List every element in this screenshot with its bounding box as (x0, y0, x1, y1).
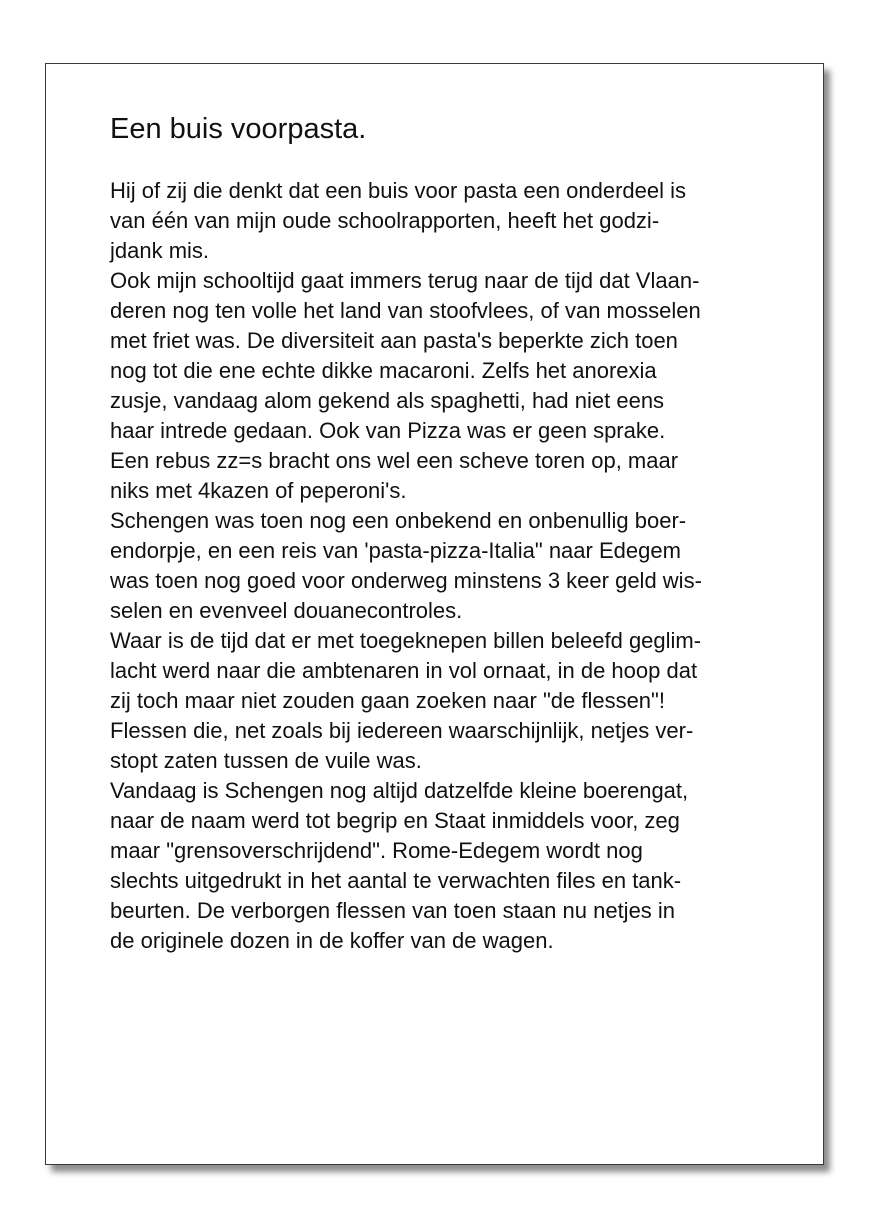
body-line: stopt zaten tussen de vuile was. (110, 748, 422, 773)
body-line: deren nog ten volle het land van stoofvlees, of van mosselen (110, 298, 701, 323)
body-line: slechts uitgedrukt in het aantal te verwachten files en tank- (110, 868, 682, 893)
body-line: de originele dozen in de koffer van de wagen. (110, 928, 554, 953)
document-page (45, 63, 824, 1165)
document-title: Een buis voorpasta. (110, 113, 367, 145)
body-line: selen en evenveel douanecontroles. (110, 598, 463, 623)
body-line: beurten. De verborgen flessen van toen staan nu netjes in (110, 898, 676, 923)
body-line: maar "grensoverschrijdend". Rome-Edegem wordt nog (110, 838, 643, 863)
body-line: endorpje, en een reis van 'pasta-pizza-Italia" naar Edegem (110, 538, 681, 563)
body-line: Flessen die, net zoals bij iedereen waarschijnlijk, netjes ver- (110, 718, 694, 743)
body-line: zij toch maar niet zouden gaan zoeken naar "de flessen"! (110, 688, 665, 713)
body-line: was toen nog goed voor onderweg minstens 3 keer geld wis- (110, 568, 702, 593)
body-line: Ook mijn schooltijd gaat immers terug naar de tijd dat Vlaan- (110, 268, 700, 293)
body-line: niks met 4kazen of peperoni's. (110, 478, 407, 503)
body-line: met friet was. De diversiteit aan pasta's beperkte zich toen (110, 328, 678, 353)
document-body (110, 176, 800, 956)
body-line: van één van mijn oude schoolrapporten, heeft het godzi- (110, 208, 660, 233)
body-line: Schengen was toen nog een onbekend en onbenullig boer- (110, 508, 687, 533)
body-line: nog tot die ene echte dikke macaroni. Zelfs het anorexia (110, 358, 657, 383)
body-line: zusje, vandaag alom gekend als spaghetti, had niet eens (110, 388, 665, 413)
body-line: Een rebus zz=s bracht ons wel een scheve toren op, maar (110, 448, 679, 473)
body-line: jdank mis. (110, 238, 210, 263)
body-line: naar de naam werd tot begrip en Staat inmiddels voor, zeg (110, 808, 680, 833)
body-line: Hij of zij die denkt dat een buis voor pasta een onderdeel is (110, 178, 687, 203)
body-line: haar intrede gedaan. Ook van Pizza was er geen sprake. (110, 418, 666, 443)
body-line: Waar is de tijd dat er met toegeknepen billen beleefd geglim- (110, 628, 702, 653)
body-line: Vandaag is Schengen nog altijd datzelfde kleine boerengat, (110, 778, 689, 803)
body-line: lacht werd naar die ambtenaren in vol ornaat, in de hoop dat (110, 658, 698, 683)
